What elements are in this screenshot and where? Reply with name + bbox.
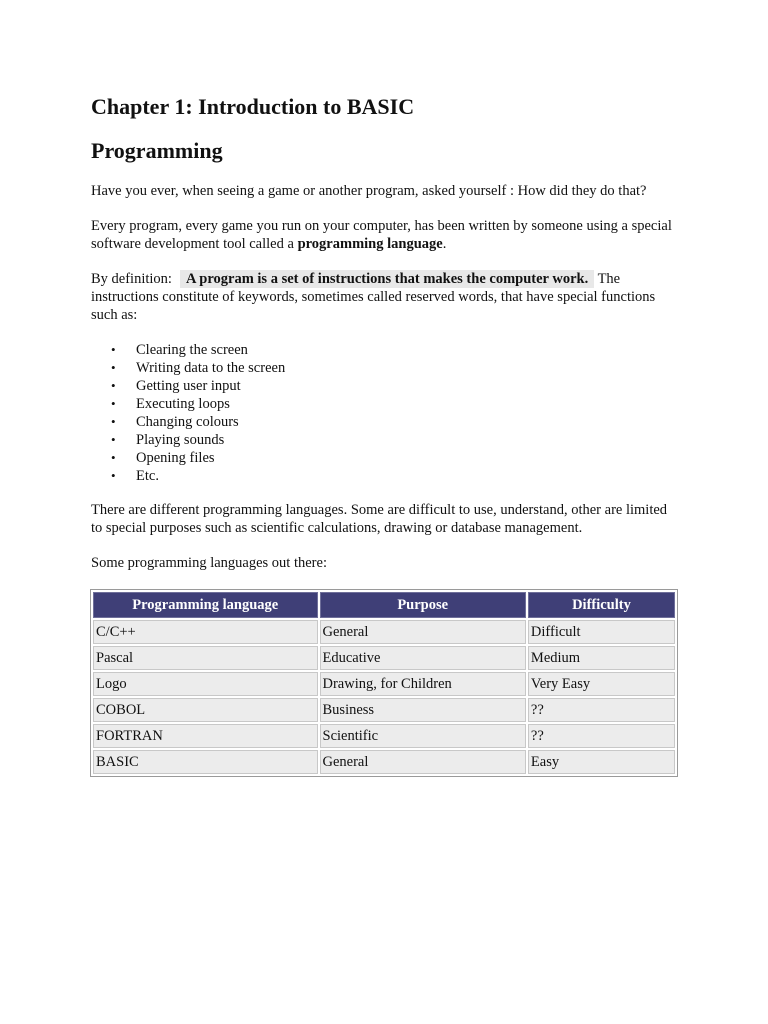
- list-item: • Opening files: [91, 449, 681, 467]
- header-difficulty: Difficulty: [528, 592, 675, 618]
- list-item: • Changing colours: [91, 413, 681, 431]
- cell-language: BASIC: [93, 750, 318, 774]
- cell-difficulty: ??: [528, 724, 675, 748]
- cell-difficulty: Difficult: [528, 620, 675, 644]
- cell-language: Logo: [93, 672, 318, 696]
- document-page: [91, 92, 681, 777]
- list-item: • Playing sounds: [91, 431, 681, 449]
- cell-difficulty: Medium: [528, 646, 675, 670]
- table-intro: Some programming languages out there:: [91, 555, 327, 571]
- cell-language: FORTRAN: [93, 724, 318, 748]
- cell-purpose: Business: [320, 698, 526, 722]
- table-row: [93, 646, 675, 670]
- cell-difficulty: Easy: [528, 750, 675, 774]
- list-item: • Etc.: [91, 467, 681, 485]
- cell-purpose: General: [320, 750, 526, 774]
- programming-language-term: programming language: [297, 236, 443, 252]
- header-language: Programming language: [93, 592, 318, 618]
- chapter-title: Chapter 1: Introduction to BASIC: [91, 94, 415, 119]
- cell-language: C/C++: [93, 620, 318, 644]
- table-header-row: [93, 592, 675, 618]
- table-row: [93, 750, 675, 774]
- table-row: [93, 698, 675, 722]
- table-row: [93, 724, 675, 748]
- cell-purpose: General: [320, 620, 526, 644]
- table-row: [93, 620, 675, 644]
- languages-paragraph: There are different programming languages. Some are difficult to use, understand, other are limited to special purposes such as scientific calculations, drawing or database management.: [91, 502, 668, 536]
- functions-list: [91, 341, 681, 485]
- cell-purpose: Drawing, for Children: [320, 672, 526, 696]
- definition-paragraph-2: [91, 270, 681, 324]
- cell-difficulty: ??: [528, 698, 675, 722]
- cell-language: Pascal: [93, 646, 318, 670]
- cell-language: COBOL: [93, 698, 318, 722]
- definition-rest: The instructions constitute of keywords, sometimes called reserved words, that have special functions such as:: [91, 271, 656, 323]
- list-item: • Clearing the screen: [91, 341, 681, 359]
- list-item: • Writing data to the screen: [91, 359, 681, 377]
- chapter-subtitle: Programming: [91, 138, 223, 163]
- cell-purpose: Scientific: [320, 724, 526, 748]
- intro-paragraph: Have you ever, when seeing a game or another program, asked yourself : How did they do that?: [91, 183, 647, 199]
- list-item: • Getting user input: [91, 377, 681, 395]
- table-row: [93, 672, 675, 696]
- definition-paragraph-1: [91, 217, 681, 253]
- cell-purpose: Educative: [320, 646, 526, 670]
- para2-end: .: [442, 236, 447, 252]
- languages-table: [90, 589, 678, 777]
- definition-label: By definition:: [91, 271, 172, 287]
- list-item: • Executing loops: [91, 395, 681, 413]
- header-purpose: Purpose: [320, 592, 526, 618]
- cell-difficulty: Very Easy: [528, 672, 675, 696]
- para2-text: Every program, every game you run on your computer, has been written by someone using a special software development tool called a: [91, 218, 672, 252]
- definition-highlight: A program is a set of instructions that makes the computer work.: [180, 270, 594, 288]
